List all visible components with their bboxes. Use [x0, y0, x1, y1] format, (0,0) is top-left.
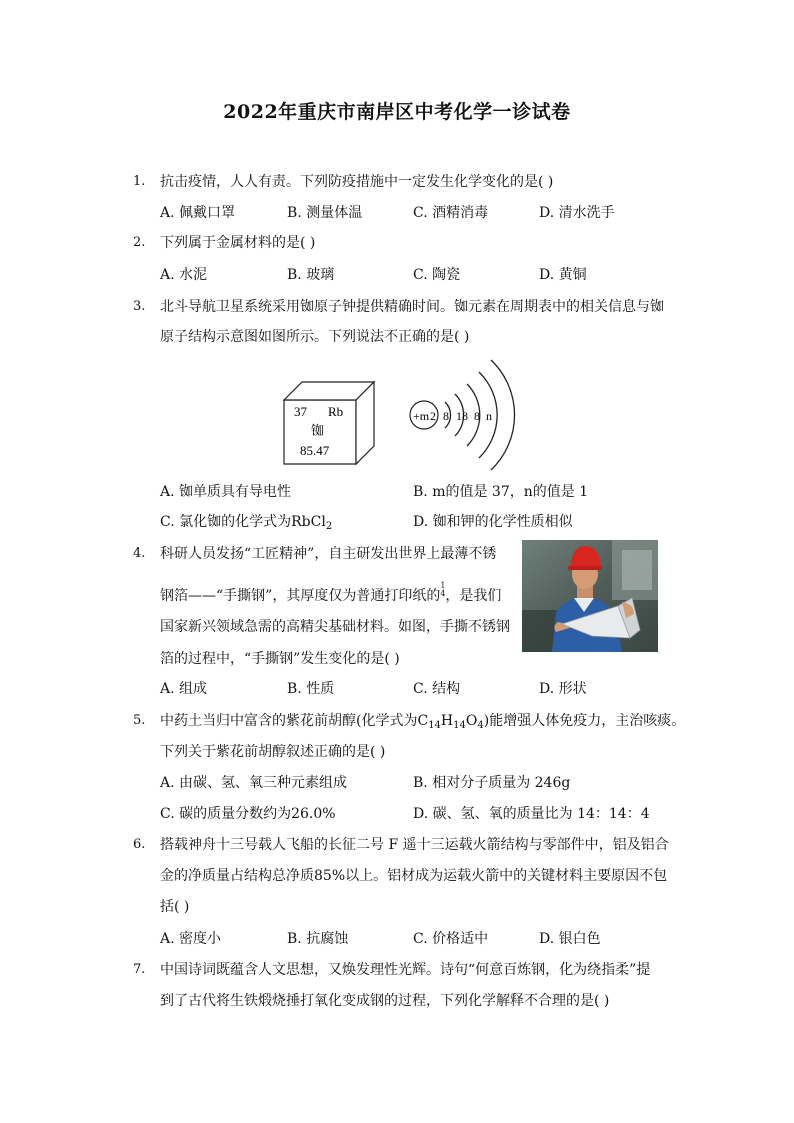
option-d: D. 黄铜: [539, 267, 587, 283]
option-c: C. 酒精消毒: [413, 205, 489, 221]
option-a: A. 水泥: [160, 267, 208, 283]
shell-3: 18: [456, 409, 468, 423]
option-c: C. 陶瓷: [413, 267, 461, 283]
option-b: B. 测量体温: [287, 205, 363, 221]
question-text: 钢箔——“手撕钢”，其厚度仅为普通打印纸的 1 4 ，是我们: [160, 581, 502, 604]
subscript: 2: [325, 521, 333, 532]
question-text: 北斗导航卫星系统采用铷原子钟提供精确时间。铷元素在周期表中的相关信息与铷: [160, 299, 664, 315]
worker-photo: [522, 540, 658, 652]
option-c: C. 碳的质量分数约为26.0%: [160, 806, 336, 822]
question-text: 下列关于紫花前胡醇叙述正确的是( ): [160, 744, 386, 760]
option-c: C. 氯化铷的化学式为RbCl$_2$: [160, 514, 333, 532]
question-text: 科研人员发扬“工匠精神”，自主研发出世界上最薄不锈: [160, 546, 497, 562]
question-text: 中药土当归中富含的紫花前胡醇(化学式为$C_{14}H_{14}O_4$)能增强人体免疫力，主治咳痰。: [160, 713, 686, 731]
option-d: D. 碳、氢、氧的质量比为 14：14：4: [413, 806, 650, 822]
option-a: A. 由碳、氢、氧三种元素组成: [160, 775, 348, 791]
option-d: D. 银白色: [539, 931, 601, 947]
option-a: A. 铷单质具有导电性: [160, 484, 292, 500]
question-text: 到了古代将生铁煅烧捶打氧化变成钢的过程，下列化学解释不合理的是( ): [160, 993, 610, 1009]
atom-structure-diagram: [405, 350, 545, 480]
option-a: A. 佩戴口罩: [160, 205, 236, 221]
option-b: B. 性质: [287, 681, 335, 697]
option-b: B. 相对分子质量为 246g: [413, 775, 571, 791]
atomic-mass: 85.47: [300, 443, 330, 458]
element-cell-figure: [280, 378, 380, 468]
option-c: C. 价格适中: [413, 931, 489, 947]
question-text: 金的净质量占结构总净质85%以上。铝材成为运载火箭中的关键材料主要原因不包: [160, 868, 668, 884]
question-number: 3.: [133, 299, 146, 314]
element-name: 铷: [311, 424, 325, 439]
option-d: D. 铷和钾的化学性质相似: [413, 514, 573, 530]
question-text: 中国诗词既蕴含人文思想，又焕发理性光辉。诗句“何意百炼钢，化为绕指柔”提: [160, 962, 651, 978]
question-number: 7.: [133, 962, 146, 977]
option-b: B. 抗腐蚀: [287, 931, 349, 947]
option-d: D. 清水洗手: [539, 205, 615, 221]
option-b: B. 玻璃: [287, 267, 335, 283]
question-text: 下列属于金属材料的是( ): [160, 235, 316, 251]
fraction: 1 4: [440, 581, 446, 598]
question-number: 4.: [133, 546, 146, 561]
option-a: A. 组成: [160, 681, 208, 697]
question-text: 箔的过程中，“手撕钢”发生变化的是( ): [160, 651, 400, 667]
shell-5: n: [486, 409, 492, 423]
question-number: 2.: [133, 235, 146, 250]
shell-1: 2: [430, 409, 436, 423]
option-d: D. 形状: [539, 681, 587, 697]
question-text: 抗击疫情，人人有责。下列防疫措施中一定发生化学变化的是( ): [160, 174, 554, 190]
question-number: 5.: [133, 713, 146, 728]
question-text: 搭载神舟十三号载人飞船的长征二号 F 遥十三运载火箭结构与零部件中，铝及铝合: [160, 837, 669, 853]
element-symbol: Rb: [328, 404, 344, 419]
shell-2: 8: [443, 409, 449, 423]
option-a: A. 密度小: [160, 931, 222, 947]
question-text: 国家新兴领域急需的高精尖基础材料。如图，手撕不锈钢: [160, 619, 510, 635]
nucleus-charge: +m: [413, 409, 430, 423]
option-c: C. 结构: [413, 681, 461, 697]
question-number: 1.: [133, 174, 146, 189]
question-number: 6.: [133, 837, 146, 852]
question-text: 原子结构示意图如图所示。下列说法不正确的是( ): [160, 329, 470, 345]
question-text: 括( ): [160, 899, 190, 915]
option-b: B. m的值是 37，n的值是 1: [413, 484, 589, 500]
atomic-number: 37: [294, 404, 307, 419]
page-title: 2022年重庆市南岸区中考化学一诊试卷: [223, 101, 571, 123]
shell-4: 8: [474, 409, 480, 423]
